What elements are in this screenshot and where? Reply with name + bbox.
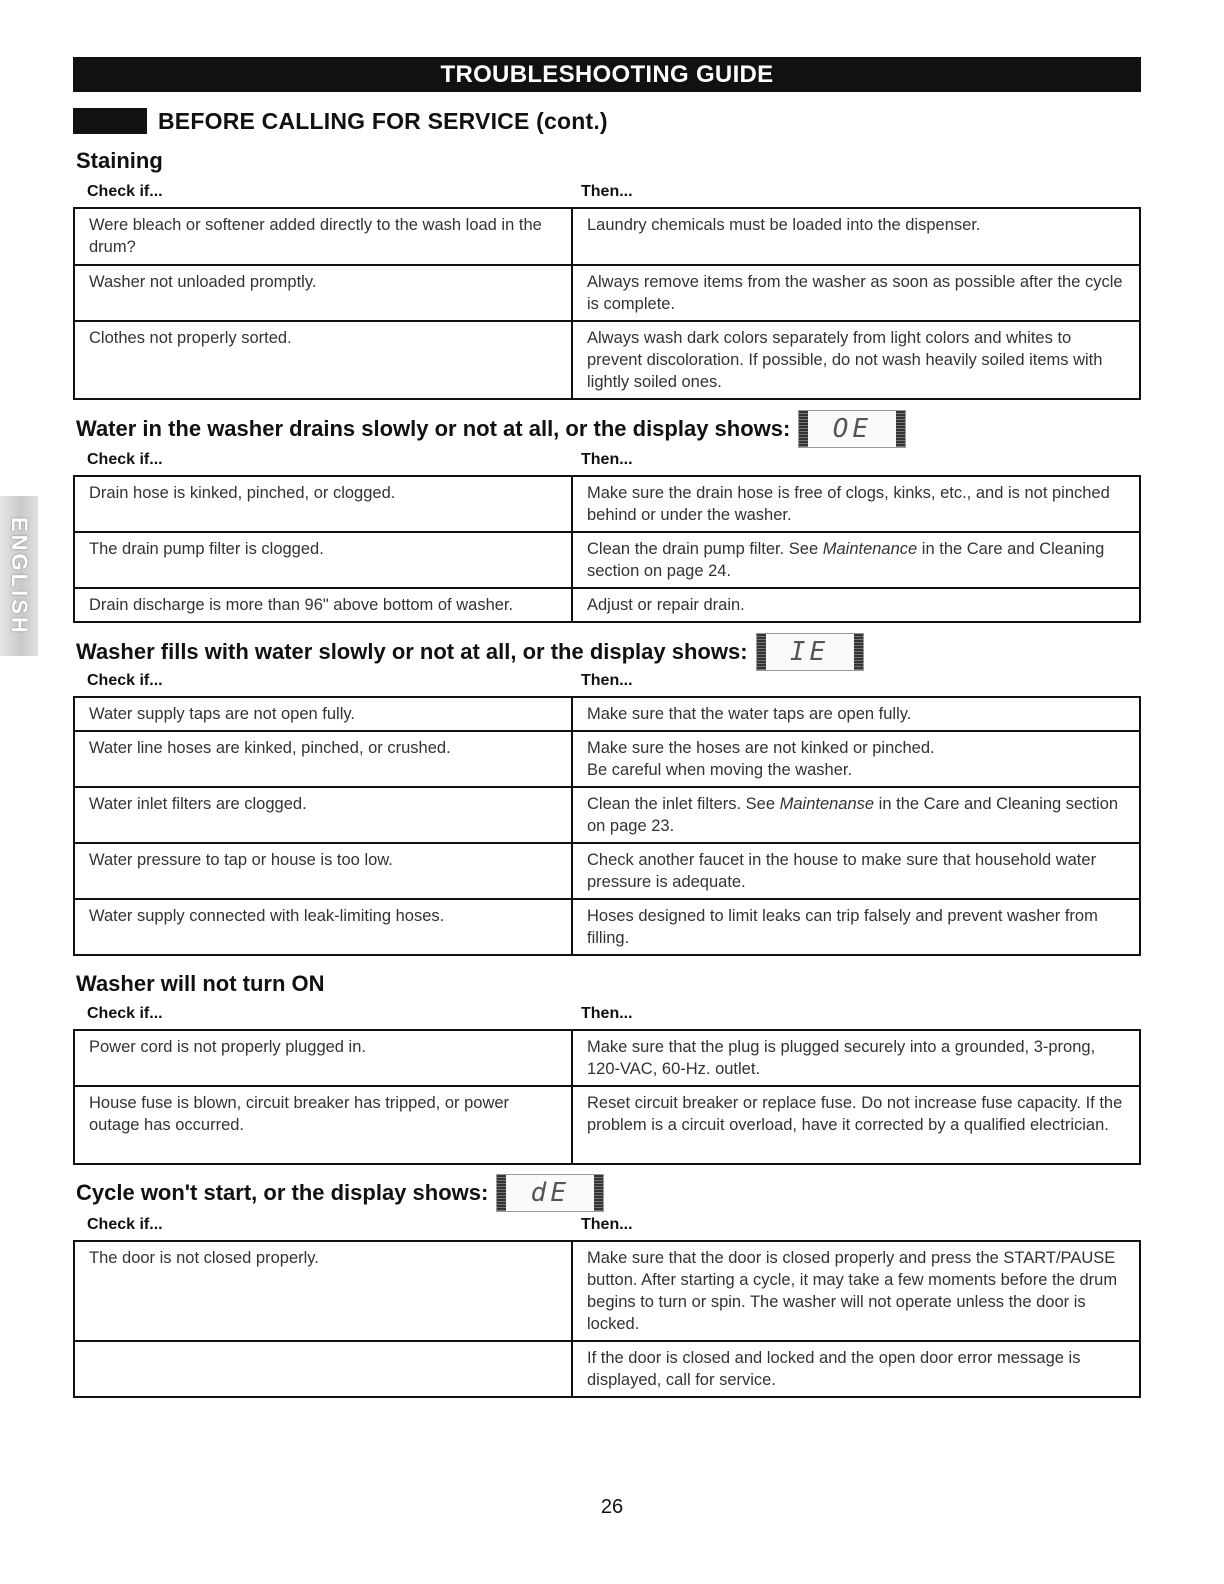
language-tab: [0, 496, 38, 656]
check-cell: Power cord is not properly plugged in.: [74, 1030, 572, 1086]
fill-col-then: Then...: [581, 672, 633, 689]
then-cell: [572, 731, 1140, 787]
staining-col-check: Check if...: [87, 183, 163, 200]
then-cell: Make sure that the door is closed properly and press the START/PAUSE button. After starting a cycle, it may take a few moments before the drum begins to turn or spin. The washer will not operate unless the door is locked.: [572, 1241, 1140, 1341]
table-row: [74, 843, 1140, 899]
then-cell: [572, 532, 1140, 588]
power-title: [76, 971, 325, 997]
fill-col-check: Check if...: [87, 672, 163, 689]
then-text: Clean the drain pump filter. See: [587, 540, 823, 558]
then-text: Clean the inlet filters. See: [587, 795, 780, 813]
drain-title: [76, 410, 906, 448]
display-code-de: dE: [496, 1174, 604, 1212]
check-cell: Water pressure to tap or house is too low.: [74, 843, 572, 899]
check-cell: House fuse is blown, circuit breaker has tripped, or power outage has occurred.: [74, 1086, 572, 1164]
staining-title-text: Staining: [76, 148, 163, 173]
fill-table: [73, 696, 1141, 956]
check-cell: [74, 1341, 572, 1397]
then-cell: Laundry chemicals must be loaded into the dispenser.: [572, 208, 1140, 265]
then-text: in the Care and Cleaning section on page 24.: [587, 540, 1105, 580]
cycle-title: [76, 1174, 604, 1212]
then-cell: [572, 787, 1140, 843]
check-cell: The door is not closed properly.: [74, 1241, 572, 1341]
table-row: [74, 321, 1140, 399]
cycle-table: [73, 1240, 1141, 1398]
power-col-then: Then...: [581, 1005, 633, 1022]
drain-table: [73, 475, 1141, 623]
table-row: [74, 1086, 1140, 1164]
page-number: 26: [600, 1496, 624, 1518]
then-text: in the Care and Cleaning section on page 23.: [587, 795, 1119, 835]
page-banner: TROUBLESHOOTING GUIDE: [73, 57, 1141, 92]
check-cell: Water inlet filters are clogged.: [74, 787, 572, 843]
cycle-title-text: Cycle won't start, or the display shows:: [76, 1180, 489, 1205]
then-cell: Make sure the drain hose is free of clogs, kinks, etc., and is not pinched behind or under the washer.: [572, 476, 1140, 532]
staining-title: [76, 148, 163, 174]
then-cell: Hoses designed to limit leaks can trip falsely and prevent washer from filling.: [572, 899, 1140, 955]
display-code-ie: IE: [756, 633, 864, 671]
then-cell: Make sure that the plug is plugged securely into a grounded, 3-prong, 120-VAC, 60-Hz. outlet.: [572, 1030, 1140, 1086]
table-row: [74, 476, 1140, 532]
table-row: [74, 731, 1140, 787]
staining-table: [73, 207, 1141, 400]
then-text: Be careful when moving the washer.: [587, 761, 853, 779]
check-cell: Water line hoses are kinked, pinched, or crushed.: [74, 731, 572, 787]
cycle-col-then: Then...: [581, 1216, 633, 1233]
table-row: [74, 787, 1140, 843]
table-row: [74, 899, 1140, 955]
then-text: Make sure the hoses are not kinked or pinched.: [587, 739, 935, 757]
check-cell: Washer not unloaded promptly.: [74, 265, 572, 321]
then-cell: Check another faucet in the house to make sure that household water pressure is adequate.: [572, 843, 1140, 899]
then-cell: Always wash dark colors separately from light colors and whites to prevent discoloration. If possible, do not wash heavily soiled items with lightly soiled ones.: [572, 321, 1140, 399]
section-marker: [73, 108, 147, 134]
display-code-oe: OE: [798, 410, 906, 448]
check-cell: Drain hose is kinked, pinched, or clogged.: [74, 476, 572, 532]
check-cell: Drain discharge is more than 96" above bottom of washer.: [74, 588, 572, 622]
power-title-text: Washer will not turn ON: [76, 971, 325, 996]
then-cell: Adjust or repair drain.: [572, 588, 1140, 622]
drain-title-text: Water in the washer drains slowly or not at all, or the display shows:: [76, 416, 791, 441]
table-row: [74, 1030, 1140, 1086]
power-col-check: Check if...: [87, 1005, 163, 1022]
check-cell: Water supply taps are not open fully.: [74, 697, 572, 731]
check-cell: The drain pump filter is clogged.: [74, 532, 572, 588]
fill-title: [76, 633, 864, 671]
then-cell: Always remove items from the washer as soon as possible after the cycle is complete.: [572, 265, 1140, 321]
cycle-col-check: Check if...: [87, 1216, 163, 1233]
table-row: [74, 1241, 1140, 1341]
table-row: [74, 697, 1140, 731]
section-header: [73, 106, 608, 136]
drain-col-then: Then...: [581, 451, 633, 468]
table-row: [74, 588, 1140, 622]
check-cell: Clothes not properly sorted.: [74, 321, 572, 399]
maintenance-ref: Maintenanse: [779, 795, 875, 813]
drain-col-check: Check if...: [87, 451, 163, 468]
then-cell: Reset circuit breaker or replace fuse. Do not increase fuse capacity. If the problem is a circuit overload, have it corrected by a qualified electrician.: [572, 1086, 1140, 1164]
maintenance-ref: Maintenance: [822, 540, 918, 558]
language-tab-label: ENGLISH: [7, 516, 32, 636]
table-row: [74, 532, 1140, 588]
table-row: [74, 208, 1140, 265]
check-cell: Were bleach or softener added directly to the wash load in the drum?: [74, 208, 572, 265]
staining-col-then: Then...: [581, 183, 633, 200]
then-cell: Make sure that the water taps are open fully.: [572, 697, 1140, 731]
check-cell: Water supply connected with leak-limiting hoses.: [74, 899, 572, 955]
table-row: [74, 1341, 1140, 1397]
then-cell: If the door is closed and locked and the open door error message is displayed, call for service.: [572, 1341, 1140, 1397]
table-row: [74, 265, 1140, 321]
fill-title-text: Washer fills with water slowly or not at all, or the display shows:: [76, 639, 748, 664]
power-table: [73, 1029, 1141, 1165]
section-title: BEFORE CALLING FOR SERVICE (cont.): [158, 107, 608, 134]
